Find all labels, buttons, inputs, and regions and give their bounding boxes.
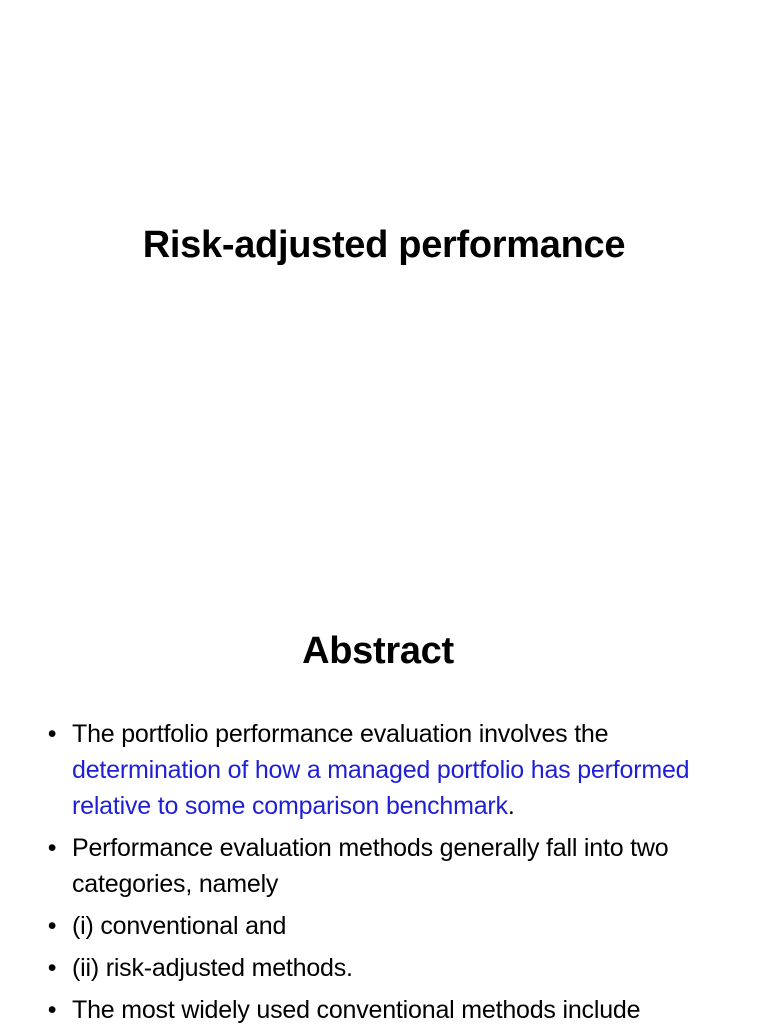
list-item — [42, 830, 732, 902]
bullet-list — [42, 716, 732, 1034]
list-item — [42, 716, 732, 824]
section-heading: Abstract — [302, 630, 454, 672]
bullet-text: The most widely used conventional methods include — [72, 996, 641, 1024]
list-item — [42, 992, 732, 1028]
bullet-text-end: . — [507, 792, 515, 820]
bullet-icon: • — [47, 720, 57, 748]
bullet-icon: • — [47, 834, 57, 862]
bullet-icon: • — [47, 954, 57, 982]
bullet-icon: • — [47, 996, 57, 1024]
bullet-text: (ii) risk-adjusted methods. — [72, 954, 353, 982]
bullet-text: (i) conventional and — [72, 912, 287, 940]
bullet-text: The portfolio performance evaluation involves the — [72, 720, 609, 748]
bullet-icon: • — [47, 912, 57, 940]
bullet-text: Performance evaluation methods generally fall into two categories, namely — [72, 834, 669, 898]
highlighted-text: determination of how a managed portfolio has performed relative to some comparison benchmark — [72, 756, 690, 820]
list-item — [42, 950, 732, 986]
list-item — [42, 908, 732, 944]
slide-title: Risk-adjusted performance — [142, 224, 626, 266]
